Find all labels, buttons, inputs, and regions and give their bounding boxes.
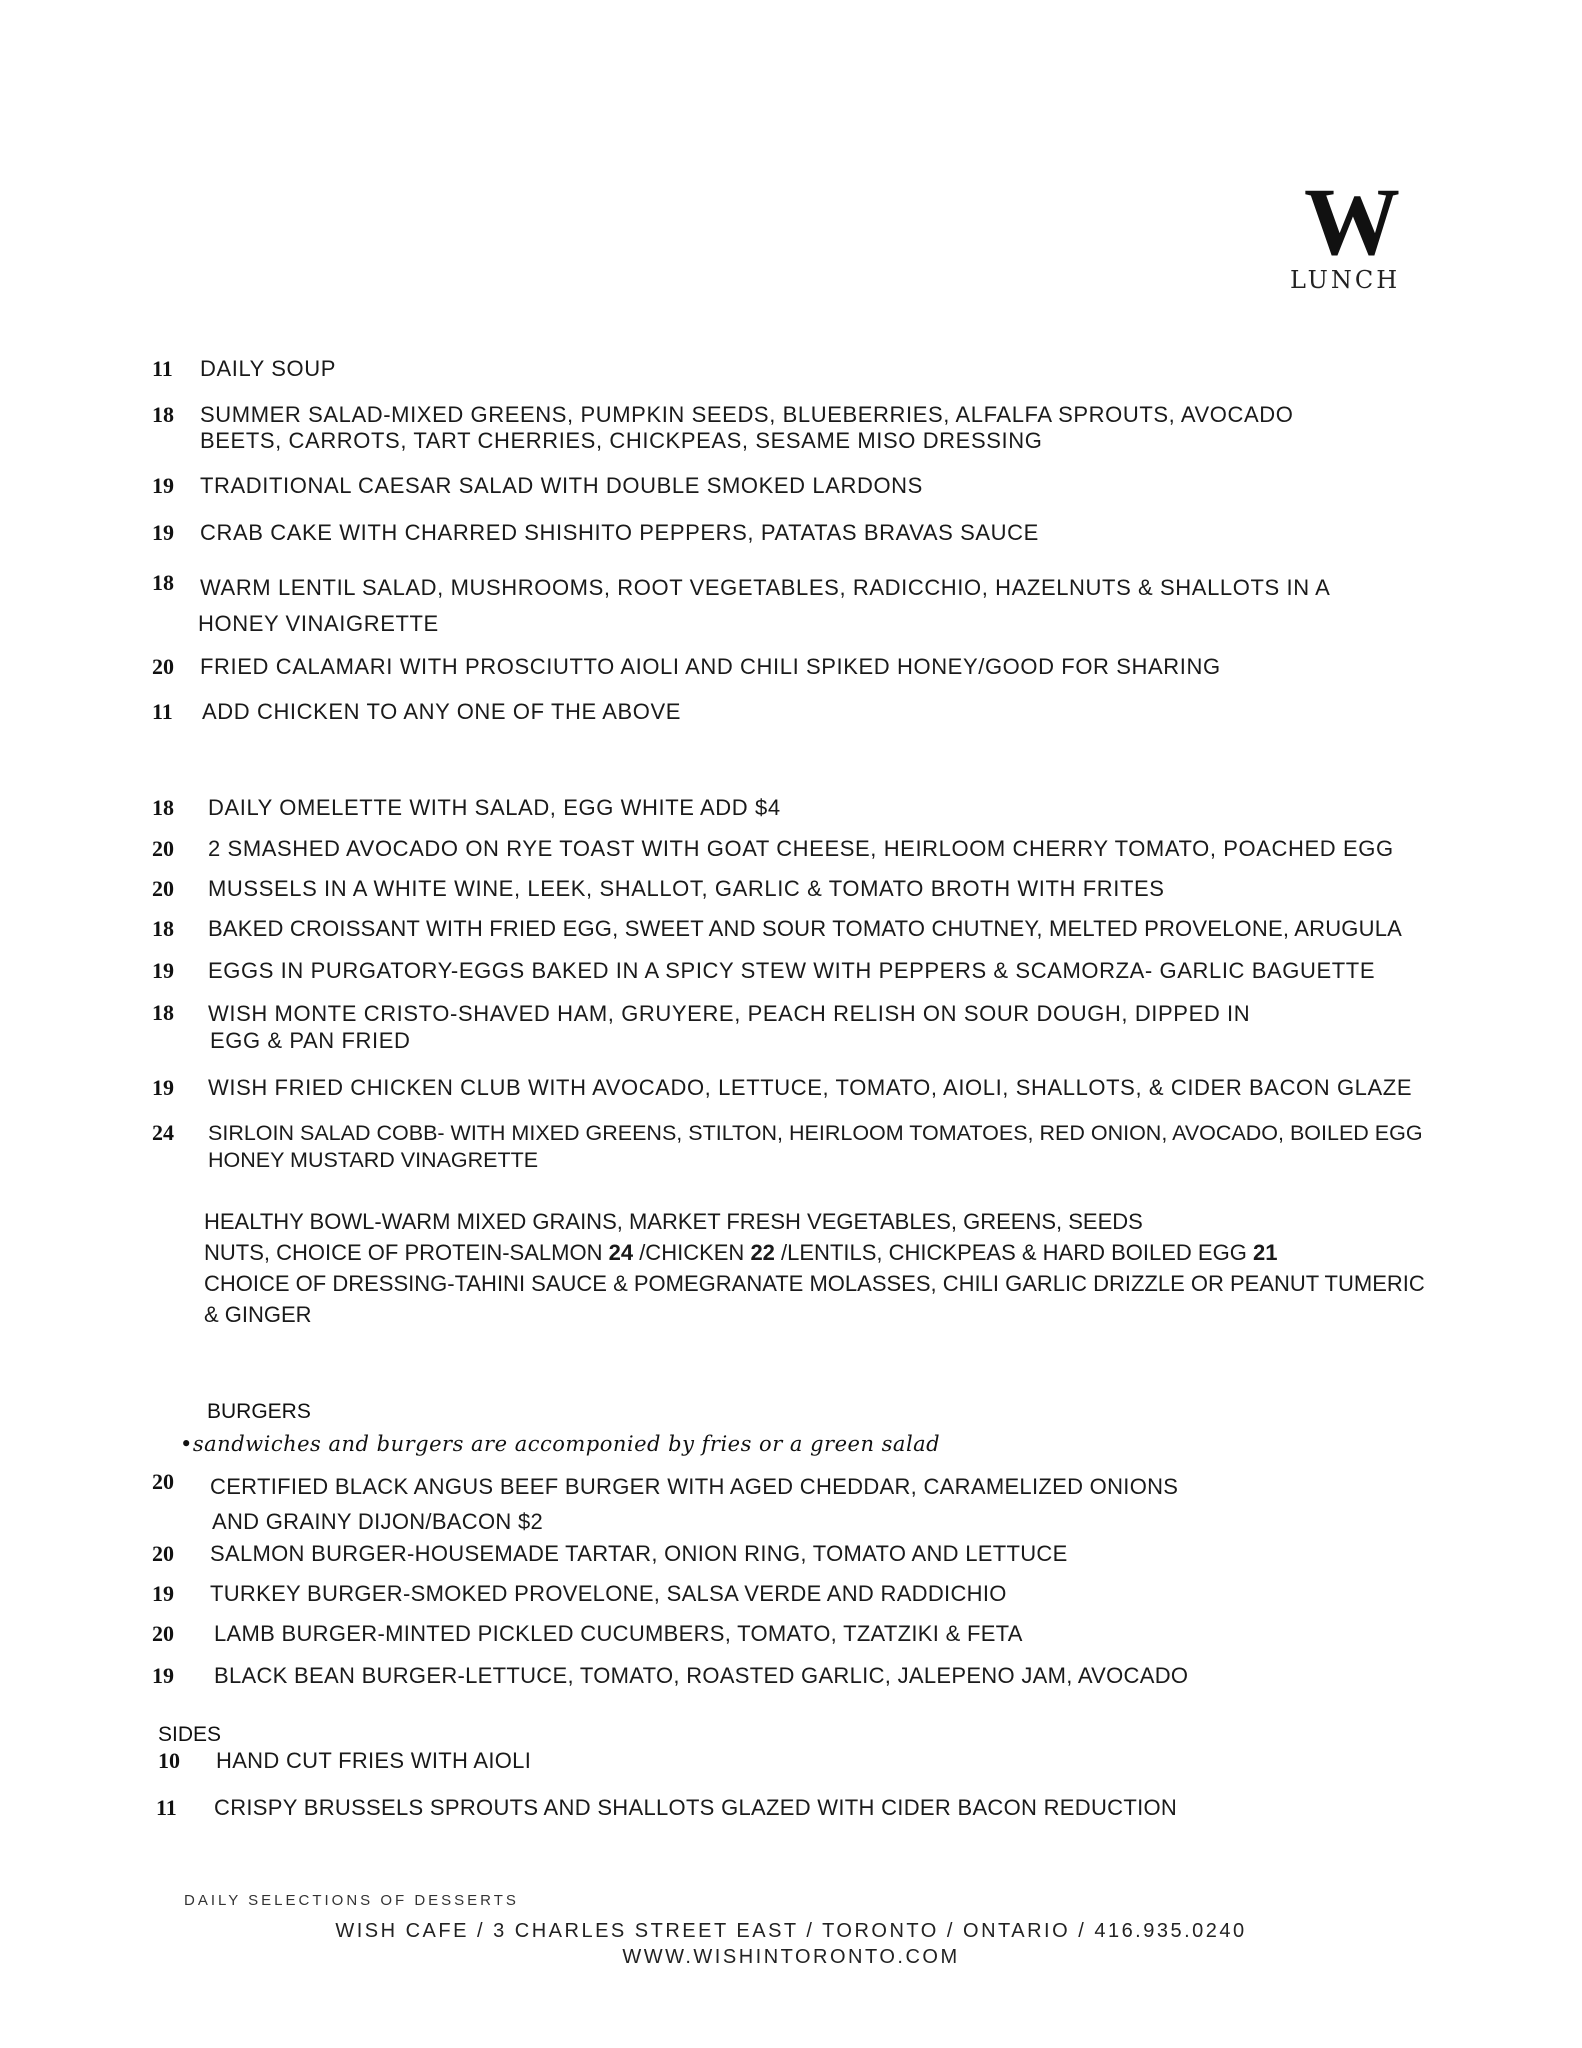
item-price: 11 xyxy=(152,356,173,381)
item-price: 19 xyxy=(152,958,174,983)
item-description: DAILY SOUP xyxy=(200,356,337,381)
item-description: CRISPY BRUSSELS SPROUTS AND SHALLOTS GLAZED WITH CIDER BACON REDUCTION xyxy=(214,1795,1178,1820)
item-price: 19 xyxy=(152,1663,174,1688)
footer-website[interactable]: WWW.WISHINTORONTO.COM xyxy=(622,1946,960,1968)
item-description: HAND CUT FRIES WITH AIOLI xyxy=(216,1748,532,1773)
burgers-note: •sandwiches and burgers are accomponied by fries or a green salad xyxy=(180,1432,941,1456)
item-description: TURKEY BURGER-SMOKED PROVELONE, SALSA VERDE AND RADDICHIO xyxy=(210,1581,1007,1606)
item-price: 19 xyxy=(152,1581,174,1606)
item-price: 20 xyxy=(152,654,174,679)
footer-address: WISH CAFE / 3 CHARLES STREET EAST / TORONTO / ONTARIO / 416.935.0240 xyxy=(335,1920,1247,1942)
menu-title: LUNCH xyxy=(1290,266,1401,294)
item-description: BLACK BEAN BURGER-LETTUCE, TOMATO, ROASTED GARLIC, JALEPENO JAM, AVOCADO xyxy=(214,1663,1189,1688)
healthy-bowl-line: CHOICE OF DRESSING-TAHINI SAUCE & POMEGRANATE MOLASSES, CHILI GARLIC DRIZZLE OR PEANUT TUMERIC xyxy=(204,1271,1425,1296)
item-price: 19 xyxy=(152,473,174,498)
logo-letter: W xyxy=(1304,168,1386,275)
item-price: 20 xyxy=(152,1621,174,1646)
item-description: CRAB CAKE WITH CHARRED SHISHITO PEPPERS, PATATAS BRAVAS SAUCE xyxy=(200,520,1039,545)
item-price: 20 xyxy=(152,1541,174,1566)
healthy-bowl xyxy=(204,1206,1425,1330)
item-price: 24 xyxy=(152,1120,174,1145)
healthy-bowl-line: & GINGER xyxy=(204,1302,312,1327)
item-price: 20 xyxy=(152,876,174,901)
item-description: TRADITIONAL CAESAR SALAD WITH DOUBLE SMOKED LARDONS xyxy=(200,473,923,498)
item-price: 19 xyxy=(152,1075,174,1100)
item-price: 11 xyxy=(156,1795,177,1820)
item-price: 22 xyxy=(750,1240,775,1265)
item-description: FRIED CALAMARI WITH PROSCIUTTO AIOLI AND CHILI SPIKED HONEY/GOOD FOR SHARING xyxy=(200,654,1221,679)
item-description: SUMMER SALAD-MIXED GREENS, PUMPKIN SEEDS, BLUEBERRIES, ALFALFA SPROUTS, AVOCADO BEETS, CARROTS, TART CHERRIES, CHICKPEAS, SESAME MISO DRESSING xyxy=(200,402,1294,453)
item-price: 18 xyxy=(152,570,174,595)
item-price: 18 xyxy=(152,916,174,941)
item-description: EGGS IN PURGATORY-EGGS BAKED IN A SPICY STEW WITH PEPPERS & SCAMORZA- GARLIC BAGUETTE xyxy=(208,958,1376,983)
item-price: 18 xyxy=(152,1000,174,1025)
logo xyxy=(1290,168,1401,294)
item-description: WISH MONTE CRISTO-SHAVED HAM, GRUYERE, PEACH RELISH ON SOUR DOUGH, DIPPED IN EGG & PAN FRIED xyxy=(208,1001,1251,1053)
desserts-note: DAILY SELECTIONS OF DESSERTS xyxy=(184,1892,519,1909)
item-description: CERTIFIED BLACK ANGUS BEEF BURGER WITH AGED CHEDDAR, CARAMELIZED ONIONS AND GRAINY DIJON/BACON $2 xyxy=(210,1474,1179,1534)
item-description: DAILY OMELETTE WITH SALAD, EGG WHITE ADD $4 xyxy=(208,795,781,820)
item-description: LAMB BURGER-MINTED PICKLED CUCUMBERS, TOMATO, TZATZIKI & FETA xyxy=(214,1621,1023,1646)
item-price: 20 xyxy=(152,836,174,861)
item-description: SALMON BURGER-HOUSEMADE TARTAR, ONION RING, TOMATO AND LETTUCE xyxy=(210,1541,1068,1566)
item-price: 10 xyxy=(158,1748,180,1773)
healthy-bowl-line: NUTS, CHOICE OF PROTEIN-SALMON 24 /CHICKEN 22 /LENTILS, CHICKPEAS & HARD BOILED EGG 21 xyxy=(204,1240,1278,1265)
item-price: 20 xyxy=(152,1469,174,1494)
item-price: 18 xyxy=(152,402,174,427)
item-description: BAKED CROISSANT WITH FRIED EGG, SWEET AND SOUR TOMATO CHUTNEY, MELTED PROVELONE, ARUGULA xyxy=(208,916,1402,941)
item-description: 2 SMASHED AVOCADO ON RYE TOAST WITH GOAT CHEESE, HEIRLOOM CHERRY TOMATO, POACHED EGG xyxy=(208,836,1394,861)
item-price: 18 xyxy=(152,795,174,820)
item-price: 11 xyxy=(152,699,173,724)
item-price: 19 xyxy=(152,520,174,545)
item-description: SIRLOIN SALAD COBB- WITH MIXED GREENS, STILTON, HEIRLOOM TOMATOES, RED ONION, AVOCADO, BOILED EGG HONEY MUSTARD VINAGRETTE xyxy=(208,1121,1423,1172)
healthy-bowl-line: HEALTHY BOWL-WARM MIXED GRAINS, MARKET FRESH VEGETABLES, GREENS, SEEDS xyxy=(204,1209,1143,1234)
item-description: MUSSELS IN A WHITE WINE, LEEK, SHALLOT, GARLIC & TOMATO BROTH WITH FRITES xyxy=(208,876,1165,901)
item-description: WISH FRIED CHICKEN CLUB WITH AVOCADO, LETTUCE, TOMATO, AIOLI, SHALLOTS, & CIDER BACON GLAZE xyxy=(208,1075,1413,1100)
item-price: 24 xyxy=(608,1240,634,1265)
section-title: SIDES xyxy=(158,1723,222,1746)
section-title: BURGERS xyxy=(207,1400,311,1423)
item-description: ADD CHICKEN TO ANY ONE OF THE ABOVE xyxy=(202,699,682,724)
item-description: WARM LENTIL SALAD, MUSHROOMS, ROOT VEGETABLES, RADICCHIO, HAZELNUTS & SHALLOTS IN A HONEY VINAIGRETTE xyxy=(198,575,1331,636)
item-price: 21 xyxy=(1252,1240,1278,1265)
